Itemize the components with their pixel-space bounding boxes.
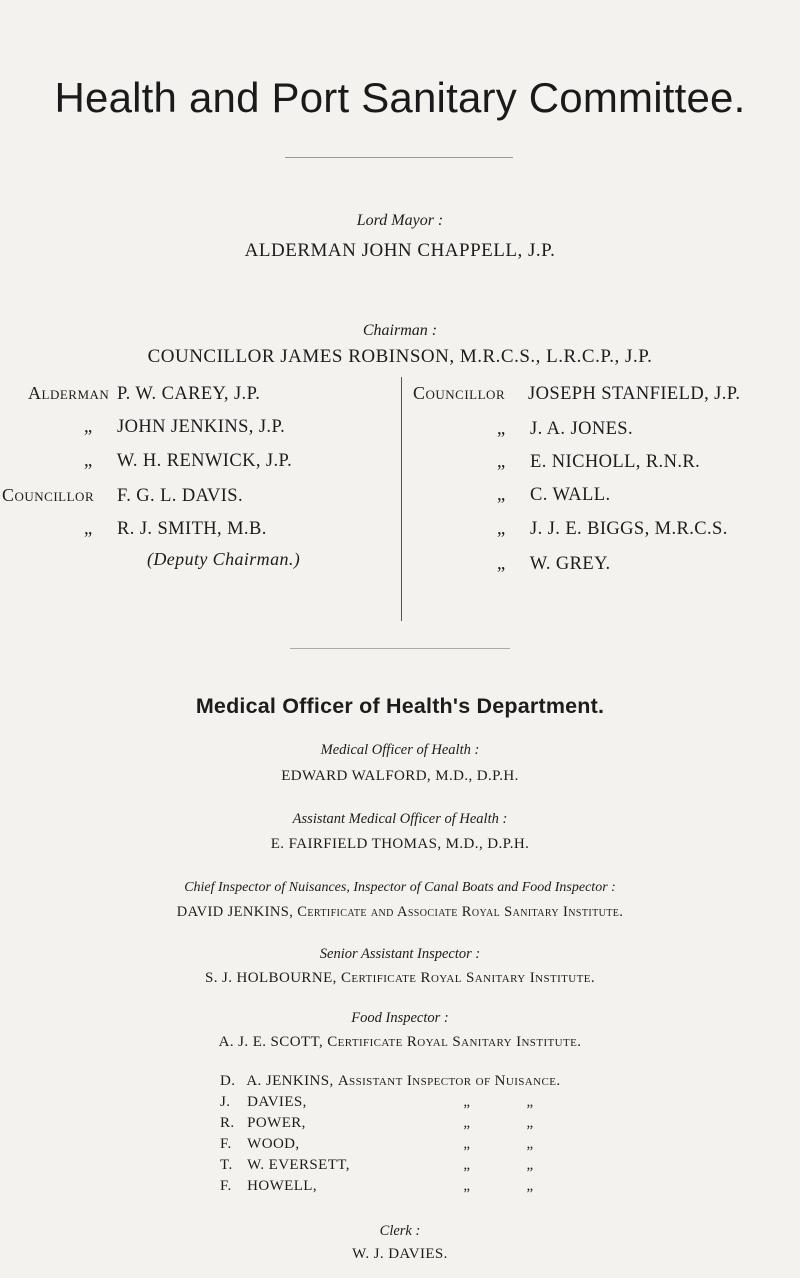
ditto-mark: „	[84, 519, 93, 539]
member-left	[28, 451, 292, 472]
inspector-role: Assistant Inspector of Nuisance.	[337, 1073, 561, 1089]
ditto-mark: „	[497, 452, 506, 472]
inspector-name: POWER,	[247, 1115, 306, 1131]
member-name: W. H. RENWICK, J.P.	[116, 451, 293, 471]
page-title: Health and Port Sanitary Committee.	[54, 74, 746, 121]
member-name: E. NICHOLL, R.N.R.	[530, 452, 701, 472]
inspector-initial: F.	[220, 1136, 232, 1152]
inspector-name: HOWELL,	[247, 1178, 318, 1194]
chief-inspector-qualification: Certificate and Associate Royal Sanitary Institute.	[297, 904, 624, 920]
ditto-mark: „	[84, 451, 93, 471]
member-name: F. G. L. DAVIS.	[117, 486, 244, 506]
chief-inspector-line	[0, 904, 800, 921]
assistant-inspector-row	[220, 1115, 534, 1132]
ditto-mark: „	[497, 419, 506, 439]
inspector-initial: F.	[220, 1178, 232, 1194]
assistant-moh-name: E. FAIRFIELD THOMAS, M.D., D.P.H.	[270, 836, 530, 852]
member-right	[413, 452, 700, 473]
inspector-name: A. JENKINS,	[246, 1073, 334, 1089]
lord-mayor-name: ALDERMAN JOHN CHAPPELL, J.P.	[244, 240, 556, 261]
member-title: Alderman	[28, 383, 110, 403]
divider-middle	[290, 648, 510, 649]
ditto-mark: „ „	[463, 1178, 534, 1194]
inspector-name: DAVIES,	[247, 1094, 307, 1110]
clerk-role: Clerk :	[379, 1223, 421, 1239]
ditto-mark: „ „	[463, 1157, 534, 1173]
member-name: R. J. SMITH, M.B.	[117, 519, 267, 539]
member-right	[413, 383, 740, 405]
chairman-name: COUNCILLOR JAMES ROBINSON, M.R.C.S., L.R.C.P., J.P.	[147, 346, 653, 367]
deputy-chairman-note: (Deputy Chairman.)	[147, 549, 301, 569]
ditto-mark: „	[497, 519, 506, 539]
moh-name: EDWARD WALFORD, M.D., D.P.H.	[281, 768, 519, 784]
member-name: JOHN JENKINS, J.P.	[117, 417, 286, 437]
inspector-initial: T.	[220, 1157, 233, 1173]
member-name: J. J. E. BIGGS, M.R.C.S.	[530, 519, 728, 539]
member-left	[28, 417, 285, 438]
chairman-role: Chairman :	[362, 322, 438, 339]
inspector-name: WOOD,	[247, 1136, 300, 1152]
column-divider	[401, 377, 402, 621]
lord-mayor-role: Lord Mayor :	[356, 212, 444, 229]
food-inspector-line	[0, 1034, 800, 1051]
member-name: C. WALL.	[530, 485, 611, 505]
assistant-inspector-row	[220, 1073, 561, 1090]
assistant-moh-role: Assistant Medical Officer of Health :	[292, 811, 508, 827]
ditto-mark: „	[497, 554, 506, 574]
ditto-mark: „ „	[463, 1136, 534, 1152]
member-right	[413, 554, 611, 575]
assistant-inspector-row	[220, 1094, 534, 1111]
ditto-mark: „	[84, 417, 93, 437]
senior-assistant-line	[0, 970, 800, 987]
member-name: W. GREY.	[529, 554, 611, 574]
member-left	[28, 383, 260, 405]
clerk-name: W. J. DAVIES.	[352, 1246, 448, 1262]
inspector-initial: D.	[220, 1073, 236, 1089]
ditto-mark: „ „	[463, 1094, 534, 1110]
member-name: JOSEPH STANFIELD, J.P.	[528, 384, 741, 404]
ditto-mark: „ „	[463, 1115, 534, 1131]
member-left	[2, 485, 243, 507]
member-name: J. A. JONES.	[530, 419, 634, 439]
senior-assistant-role: Senior Assistant Inspector :	[319, 946, 481, 962]
senior-assistant-qualification: Certificate Royal Sanitary Institute.	[340, 970, 596, 986]
assistant-inspector-row	[220, 1178, 534, 1195]
inspector-initial: J.	[220, 1094, 231, 1110]
moh-role: Medical Officer of Health :	[320, 742, 480, 758]
member-name: P. W. CAREY, J.P.	[117, 384, 261, 404]
inspector-initial: R.	[220, 1115, 235, 1131]
assistant-inspector-row	[220, 1136, 534, 1153]
food-inspector-role: Food Inspector :	[351, 1010, 449, 1026]
member-title: Councillor	[413, 383, 506, 403]
chief-inspector-name: DAVID JENKINS,	[176, 904, 294, 920]
ditto-mark: „	[497, 485, 506, 505]
divider-top	[285, 157, 513, 158]
member-right	[413, 485, 610, 506]
senior-assistant-name: S. J. HOLBOURNE,	[204, 970, 337, 986]
inspector-name: W. EVERSETT,	[247, 1157, 350, 1173]
member-title: Councillor	[2, 485, 95, 505]
department-heading: Medical Officer of Health's Department.	[195, 694, 605, 718]
member-right	[413, 419, 633, 440]
assistant-inspector-row	[220, 1157, 534, 1174]
food-inspector-name: A. J. E. SCOTT,	[218, 1034, 324, 1050]
member-left	[28, 519, 267, 540]
member-right	[413, 519, 728, 540]
food-inspector-qualification: Certificate Royal Sanitary Institute.	[327, 1034, 582, 1050]
chief-inspector-role: Chief Inspector of Nuisances, Inspector of Canal Boats and Food Inspector :	[184, 880, 616, 895]
